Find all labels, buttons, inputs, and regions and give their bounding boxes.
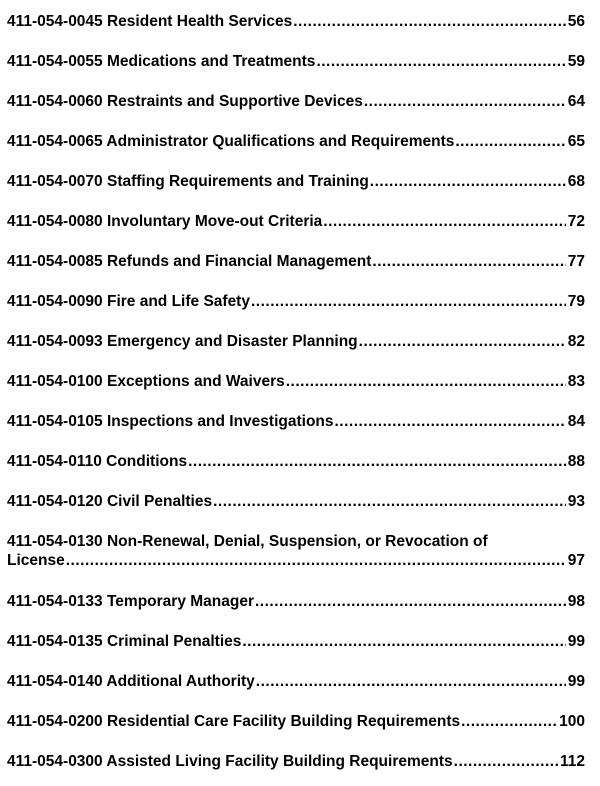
dot-leader: [372, 252, 565, 271]
toc-entry-title: 411-054-0093 Emergency and Disaster Planning: [7, 333, 358, 350]
dot-leader: [454, 752, 558, 771]
toc-entry[interactable]: [7, 452, 585, 471]
toc-page-number: 93: [567, 493, 585, 510]
toc-page-number: 68: [567, 173, 585, 190]
toc-page-number: 72: [567, 213, 585, 230]
dot-leader: [256, 672, 566, 691]
toc-entry[interactable]: [7, 212, 585, 231]
toc-entry[interactable]: [7, 672, 585, 691]
toc-entry-title: 411-054-0130 Non-Renewal, Denial, Suspension, or Revocation of: [7, 533, 488, 550]
toc-entry[interactable]: [7, 492, 585, 511]
toc-page-number: 59: [567, 53, 585, 70]
dot-leader: [359, 332, 566, 351]
toc-page-number: 64: [567, 93, 585, 110]
toc-entry-title: 411-054-0200 Residential Care Facility Building Requirements: [7, 713, 461, 730]
toc-entry[interactable]: [7, 592, 585, 611]
toc-entry-title: 411-054-0110 Conditions: [7, 453, 188, 470]
dot-leader: [370, 172, 566, 191]
dot-leader: [323, 212, 565, 231]
toc-entry[interactable]: [7, 372, 585, 391]
toc-entry[interactable]: [7, 92, 585, 111]
toc-page-number: 83: [567, 373, 585, 390]
toc-page-number: 97: [567, 552, 585, 569]
dot-leader: [293, 12, 566, 31]
toc-entry[interactable]: [7, 752, 585, 771]
toc-entry[interactable]: [7, 532, 585, 570]
dot-leader: [364, 92, 566, 111]
toc-page-number: 77: [567, 253, 585, 270]
toc-entry[interactable]: [7, 292, 585, 311]
toc-entry-title: 411-054-0100 Exceptions and Waivers: [7, 373, 285, 390]
toc-entry-title: 411-054-0080 Involuntary Move-out Criteria: [7, 213, 323, 230]
toc-page-number: 79: [567, 293, 585, 310]
dot-leader: [335, 412, 566, 431]
toc-entry-title: 411-054-0065 Administrator Qualifications and Requirements: [7, 133, 455, 150]
toc-page-number: 98: [567, 593, 585, 610]
toc-page-number: 82: [567, 333, 585, 350]
dot-leader: [242, 632, 565, 651]
dot-leader: [316, 52, 565, 71]
toc-entry-title: 411-054-0120 Civil Penalties: [7, 493, 213, 510]
toc-page-number: 99: [567, 633, 585, 650]
toc-entry-title: 411-054-0085 Refunds and Financial Management: [7, 253, 372, 270]
dot-leader: [461, 712, 557, 731]
dot-leader: [255, 592, 566, 611]
toc-page-number: 100: [559, 713, 585, 730]
toc-entry[interactable]: [7, 412, 585, 431]
toc-entry-title: 411-054-0045 Resident Health Services: [7, 13, 293, 30]
dot-leader: [251, 292, 566, 311]
toc-entry[interactable]: [7, 632, 585, 651]
dot-leader: [286, 372, 566, 391]
toc-entry-title: 411-054-0300 Assisted Living Facility Building Requirements: [7, 753, 453, 770]
toc-entry-title: 411-054-0070 Staffing Requirements and Training: [7, 173, 369, 190]
toc-entry[interactable]: [7, 332, 585, 351]
toc-page-number: 56: [567, 13, 585, 30]
toc-entry[interactable]: [7, 252, 585, 271]
toc-entry-title: 411-054-0140 Additional Authority: [7, 673, 255, 690]
toc-page-number: 99: [567, 673, 585, 690]
toc-entry[interactable]: [7, 712, 585, 731]
toc-entry[interactable]: [7, 172, 585, 191]
toc-entry-title-continued: License: [7, 552, 65, 569]
toc-page-number: 65: [567, 133, 585, 150]
toc-page-number: 84: [567, 413, 585, 430]
toc-entry[interactable]: [7, 132, 585, 151]
toc-entry-title: 411-054-0055 Medications and Treatments: [7, 53, 316, 70]
toc-entry[interactable]: [7, 12, 585, 31]
toc-entry-title: 411-054-0135 Criminal Penalties: [7, 633, 242, 650]
dot-leader: [66, 551, 566, 570]
dot-leader: [188, 452, 566, 471]
toc-entry-title: 411-054-0105 Inspections and Investigations: [7, 413, 334, 430]
toc-entry[interactable]: [7, 52, 585, 71]
dot-leader: [213, 492, 566, 511]
toc-page-number: 88: [567, 453, 585, 470]
toc-entry-title: 411-054-0133 Temporary Manager: [7, 593, 254, 610]
toc-page-number: 112: [559, 753, 585, 770]
dot-leader: [455, 132, 565, 151]
toc-entry-title: 411-054-0090 Fire and Life Safety: [7, 293, 250, 310]
toc-entry-title: 411-054-0060 Restraints and Supportive Devices: [7, 93, 363, 110]
